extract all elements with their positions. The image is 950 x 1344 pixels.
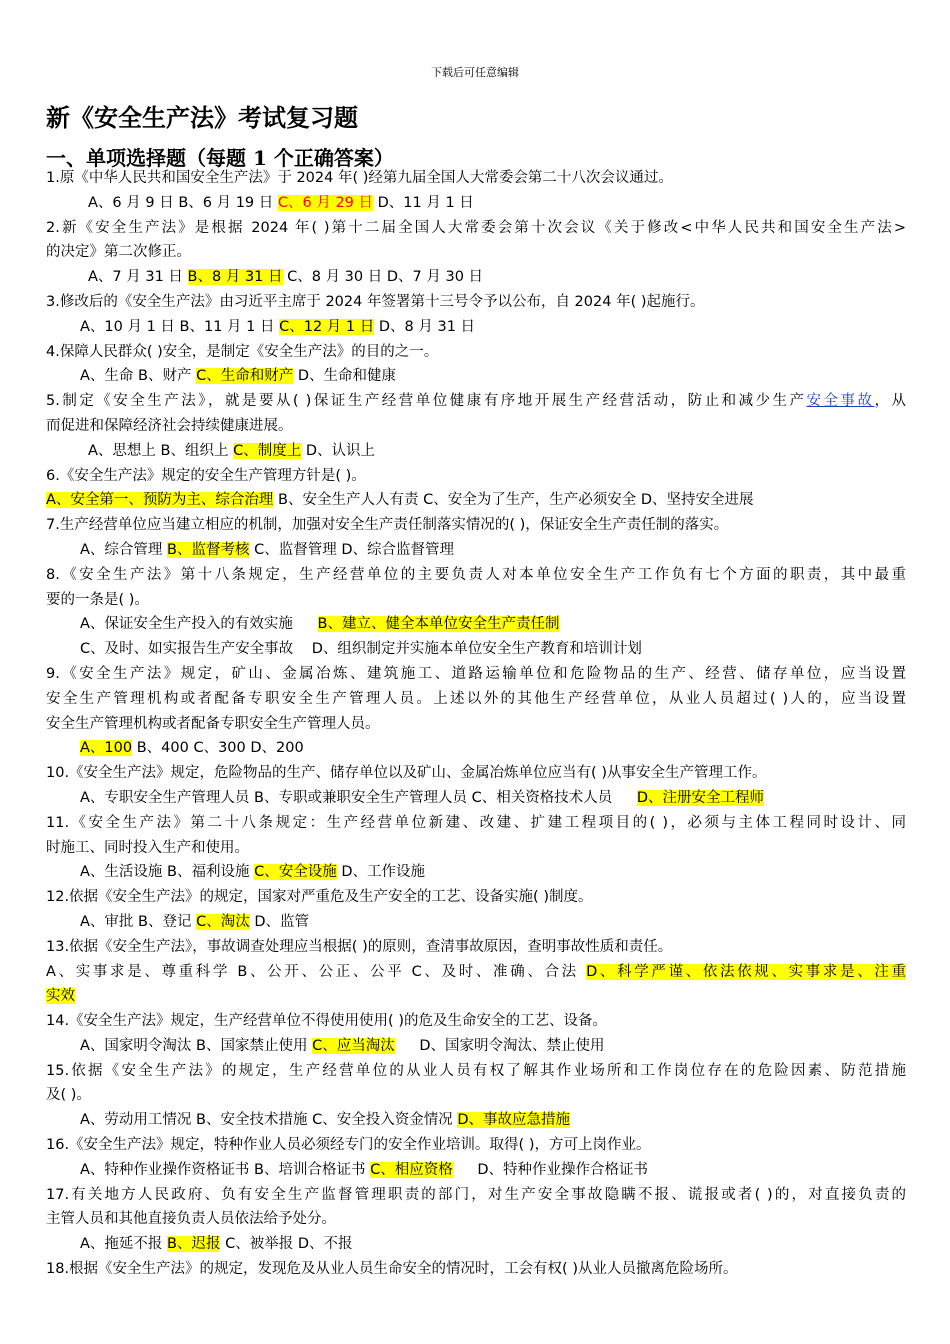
option-d-answer: D、科学严谨、依法依规、实事求是、注重 [586, 963, 906, 980]
safety-accident-link[interactable]: 安全事故 [806, 393, 875, 410]
question-15-stem-line1: 15.依据《安全生产法》的规定，生产经营单位的从业人员有权了解其作业场所和工作岗位存在的危险因素、防范措施 [46, 1062, 906, 1079]
option-c: C、及时、如实报告生产安全事故 [80, 641, 294, 658]
question-6-options [46, 488, 906, 513]
option-d: D、200 [250, 740, 304, 757]
question-1-options [46, 191, 906, 216]
question-15-options [46, 1108, 906, 1133]
option-b: B、安全生产人人有责 [278, 492, 419, 509]
question-9-stem-line1: 9.《安全生产法》规定，矿山、金属冶炼、建筑施工、道路运输单位和危险物品的生产、经营、储存单位，应当设置 [46, 665, 906, 682]
option-c-answer: C、生命和财产 [196, 368, 294, 385]
option-d: D、组织制定并实施本单位安全生产教育和培训计划 [311, 641, 642, 658]
option-a: A、专职安全生产管理人员 [80, 789, 250, 806]
option-b: B、公开、公正、公平 [237, 963, 405, 980]
option-a-answer: A、100 [80, 740, 133, 757]
question-8-options-row1 [46, 612, 906, 637]
option-c: C、安全投入资金情况 [312, 1112, 453, 1129]
option-c-answer: C、制度上 [233, 442, 302, 459]
option-b-answer: B、建立、健全本单位安全生产责任制 [317, 616, 560, 633]
question-13-options [46, 960, 906, 985]
question-10-stem: 10.《安全生产法》规定，危险物品的生产、储存单位以及矿山、金属冶炼单位应当有( )从事安全生产管理工作。 [46, 765, 767, 782]
option-d: D、8 月 31 日 [378, 318, 476, 335]
question-2-options [46, 265, 906, 290]
question-2-stem-line1: 2.新《安全生产法》是根据 2024 年( )第十二届全国人大常委会第十次会议《关于修改<中华人民共和国安全生产法> [46, 219, 906, 236]
option-d: D、监管 [254, 913, 309, 930]
option-b: B、登记 [138, 913, 192, 930]
header-note: 下载后可任意编辑 [431, 66, 519, 79]
option-a: A、保证安全生产投入的有效实施 [80, 616, 293, 633]
option-a: A、审批 [80, 913, 134, 930]
option-c: C、相关资格技术人员 [471, 789, 613, 806]
question-13-stem: 13.依据《安全生产法》，事故调查处理应当根据( )的原则，查清事故原因，查明事故性质和责任。 [46, 938, 673, 955]
option-a-answer: A、安全第一、预防为主、综合治理 [46, 492, 274, 509]
question-2-stem-line2: 的决定》第二次修正。 [46, 244, 191, 261]
option-d: D、认识上 [305, 442, 375, 459]
option-b-answer: B、迟报 [167, 1236, 221, 1253]
question-5-options [46, 439, 906, 464]
option-a: A、生活设施 [80, 864, 163, 881]
option-a: A、特种作业操作资格证书 [80, 1161, 250, 1178]
stem-text: 5.制定《安全生产法》，就是要从( )保证生产经营单位健康有序地开展生产经营活动，防止和减少生产 [46, 393, 807, 410]
option-a: A、实事求是、尊重科学 [46, 963, 231, 980]
question-12-options [46, 910, 906, 935]
question-7-stem: 7.生产经营单位应当建立相应的机制，加强对安全生产责任制落实情况的( )，保证安全生产责任制的落实。 [46, 517, 729, 534]
question-list [46, 166, 906, 1282]
question-3-stem: 3.修改后的《安全生产法》由习近平主席于 2024 年签署第十三号令予以公布，自 2024 年( )起施行。 [46, 293, 705, 310]
option-a: A、国家明令淘汰 [80, 1037, 192, 1054]
question-14-stem: 14.《安全生产法》规定，生产经营单位不得使用使用( )的危及生命安全的工艺、设备。 [46, 1013, 607, 1030]
question-11-stem-line2: 时施工、同时投入生产和使用。 [46, 839, 249, 856]
option-d-answer: D、注册安全工程师 [636, 789, 764, 806]
option-d-answer-cont: 实效 [46, 988, 75, 1005]
question-10-options [46, 786, 906, 811]
question-5-stem-line2: 而促进和保障经济社会持续健康进展。 [46, 417, 293, 434]
option-b: B、福利设施 [167, 864, 250, 881]
question-9-stem-line3: 安全生产管理机构或者配备专职安全生产管理人员。 [46, 715, 380, 732]
option-a: A、6 月 9 日 [88, 194, 174, 211]
question-13-options-cont [46, 984, 906, 1009]
question-15-stem-line2: 及( )。 [46, 1087, 91, 1104]
option-d: D、坚持安全进展 [640, 492, 754, 509]
option-b: B、专职或兼职安全生产管理人员 [254, 789, 467, 806]
option-d: D、11 月 1 日 [377, 194, 474, 211]
option-b: B、11 月 1 日 [179, 318, 275, 335]
question-4-stem: 4.保障人民群众( )安全，是制定《安全生产法》的目的之一。 [46, 343, 439, 360]
option-d: D、不报 [297, 1236, 353, 1253]
option-c-answer: C、应当淘汰 [312, 1037, 395, 1054]
question-9-stem-line2: 安全生产管理机构或者配备专职安全生产管理人员。上述以外的其他生产经营单位，从业人员超过( )人的，应当设置 [46, 690, 906, 707]
section-title: 一、单项选择题（每题 1 个正确答案） [46, 146, 394, 170]
option-c: C、安全为了生产，生产必须安全 [423, 492, 637, 509]
option-c-answer: C、12 月 1 日 [279, 318, 375, 335]
question-17-options [46, 1232, 906, 1257]
option-d: D、综合监督管理 [341, 541, 454, 558]
question-16-stem: 16.《安全生产法》规定，特种作业人员必须经专门的安全作业培训。取得( )，方可上岗作业。 [46, 1137, 651, 1154]
question-17-stem-line1: 17.有关地方人民政府、负有安全生产监督管理职责的部门，对生产安全事故隐瞒不报、谎报或者( )的，对直接负责的 [46, 1186, 906, 1203]
option-c: C、被举报 [225, 1236, 294, 1253]
question-11-stem-line1: 11.《安全生产法》第二十八条规定：生产经营单位新建、改建、扩建工程项目的( )，必须与主体工程同时设计、同 [46, 814, 906, 831]
question-8-stem-line1: 8.《安全生产法》第十八条规定，生产经营单位的主要负责人对本单位安全生产工作负有七个方面的职责，其中最重 [46, 566, 906, 583]
question-6-stem: 6.《安全生产法》规定的安全生产管理方针是( )。 [46, 467, 366, 484]
option-d: D、特种作业操作合格证书 [477, 1161, 648, 1178]
option-b: B、6 月 19 日 [178, 194, 274, 211]
question-11-options [46, 860, 906, 885]
option-a: A、综合管理 [80, 541, 163, 558]
option-a: A、劳动用工情况 [80, 1112, 192, 1129]
document-title: 新《安全生产法》考试复习题 [46, 103, 358, 132]
option-c-answer: C、安全设施 [254, 864, 337, 881]
option-c-answer: C、淘汰 [196, 913, 250, 930]
option-c: C、及时、准确、合法 [411, 963, 579, 980]
question-1-stem: 1.原《中华人民共和国安全生产法》于 2024 年( )经第九届全国人大常委会第二十八次会议通过。 [46, 170, 673, 186]
option-b-answer: B、8 月 31 日 [187, 269, 283, 286]
option-c: C、监督管理 [254, 541, 337, 558]
question-16-options [46, 1158, 906, 1183]
question-3-options [46, 315, 906, 340]
option-a: A、生命 [80, 368, 134, 385]
option-b: B、财产 [138, 368, 192, 385]
option-b: B、组织上 [160, 442, 229, 459]
question-8-options-row2 [46, 637, 906, 662]
option-d-answer: D、事故应急措施 [457, 1112, 570, 1129]
option-a: A、7 月 31 日 [88, 269, 183, 286]
option-d: D、7 月 30 日 [386, 269, 484, 286]
question-17-stem-line2: 主管人员和其他直接负责人员依法给予处分。 [46, 1211, 336, 1228]
option-a: A、拖延不报 [80, 1236, 163, 1253]
question-7-options [46, 538, 906, 563]
question-14-options [46, 1034, 906, 1059]
question-5-stem-line1 [46, 389, 906, 414]
option-b: B、安全技术措施 [196, 1112, 308, 1129]
question-8-stem-line2: 要的一条是( )。 [46, 591, 149, 608]
option-b: B、国家禁止使用 [196, 1037, 308, 1054]
option-b: B、培训合格证书 [254, 1161, 366, 1178]
option-d: D、生命和健康 [297, 368, 396, 385]
stem-text-end: ，从 [874, 393, 906, 410]
option-c-answer: C、相应资格 [370, 1161, 453, 1178]
question-9-options [46, 736, 906, 761]
question-18-stem: 18.根据《安全生产法》的规定，发现危及从业人员生命安全的情况时，工会有权( )从业人员撤离危险场所。 [46, 1261, 738, 1278]
option-d: D、国家明令淘汰、禁止使用 [419, 1037, 605, 1054]
option-b-answer: B、监督考核 [167, 541, 250, 558]
option-a: A、思想上 [88, 442, 156, 459]
option-d: D、工作设施 [341, 864, 425, 881]
option-c: C、8 月 30 日 [287, 269, 383, 286]
option-a: A、10 月 1 日 [80, 318, 175, 335]
question-4-options [46, 364, 906, 389]
option-c: C、300 [193, 740, 246, 757]
question-12-stem: 12.依据《安全生产法》的规定，国家对严重危及生产安全的工艺、设备实施( )制度。 [46, 889, 593, 906]
option-c-answer: C、6 月 29 日 [277, 194, 374, 211]
option-b: B、400 [136, 740, 189, 757]
